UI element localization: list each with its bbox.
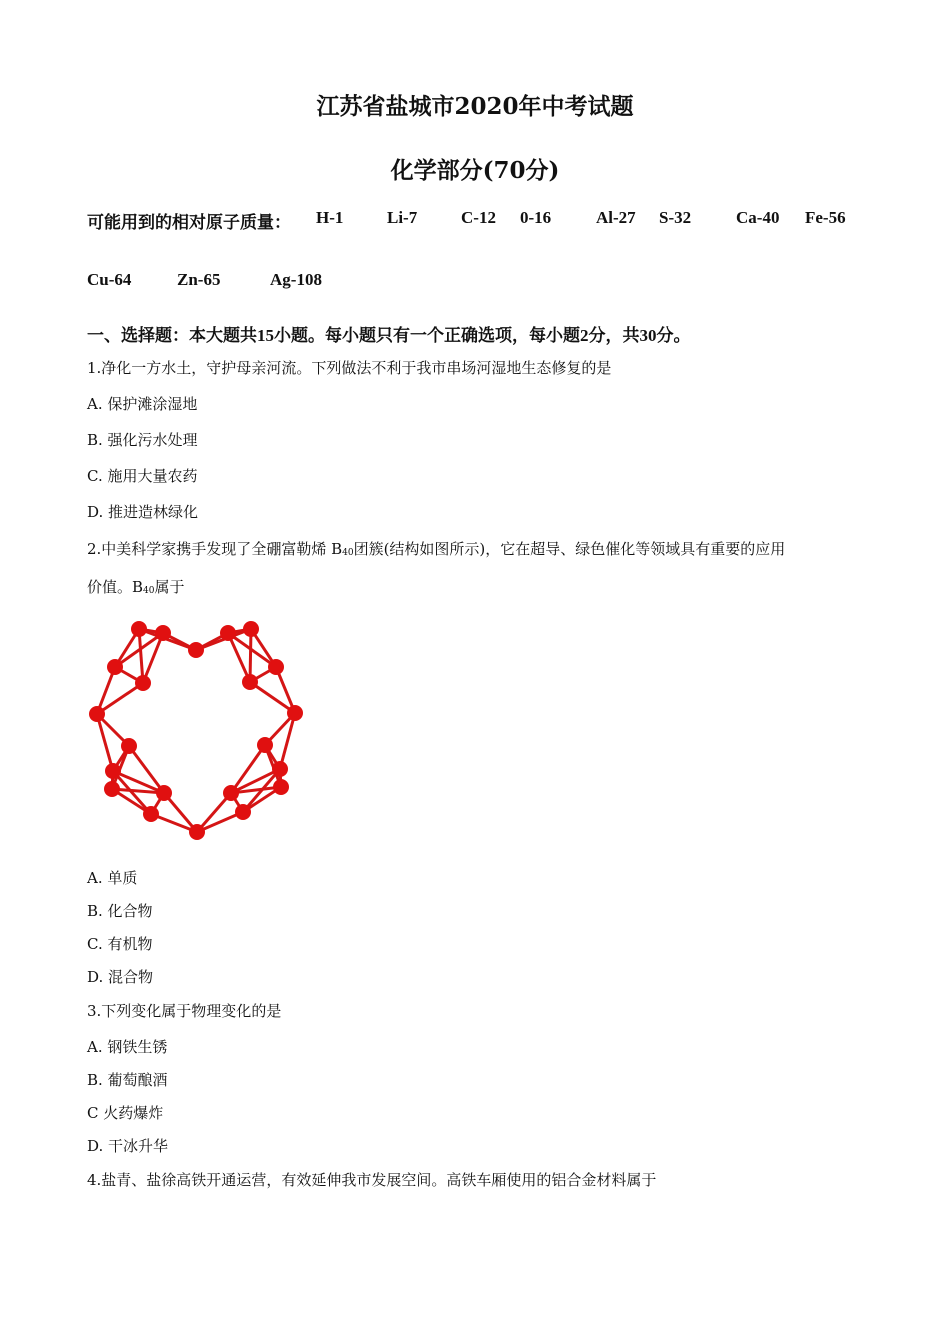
mass-li: Li-7 (387, 208, 418, 227)
section-heading: 一、选择题：本大题共15小题。每小题只有一个正确选项，每小题2分，共30分。 (87, 326, 691, 345)
boron-atom (155, 625, 171, 641)
mass-cu: Cu-64 (87, 270, 132, 289)
q2-stem-line2 (87, 576, 185, 597)
q2-option-b: B. 化合物 (87, 902, 153, 920)
boron-atom (220, 625, 236, 641)
boron-atom (131, 621, 147, 637)
boron-atom (242, 674, 258, 690)
boron-atom (273, 779, 289, 795)
bond (139, 629, 143, 683)
q2-option-d: D. 混合物 (87, 968, 154, 986)
boron-atom (272, 761, 288, 777)
mass-h: H-1 (316, 208, 344, 227)
subscript: 40 (143, 586, 155, 596)
boron-atom (104, 781, 120, 797)
q2-option-a: A. 单质 (87, 869, 138, 887)
mass-al: Al-27 (596, 208, 636, 227)
mass-ca: Ca-40 (736, 208, 780, 227)
boron-atom (107, 659, 123, 675)
masses-label: 可能用到的相对原子质量： (87, 213, 291, 232)
boron-atom (235, 804, 251, 820)
q1-stem: 1.净化一方水土，守护母亲河流。下列做法不利于我市串场河湿地生态修复的是 (87, 359, 612, 377)
q1-option-d: D. 推进造林绿化 (87, 503, 199, 521)
q1-option-a: A. 保护滩涂湿地 (87, 395, 198, 413)
boron-atom (189, 824, 205, 840)
q3-option-c: C 火药爆炸 (87, 1104, 164, 1122)
q3-option-a: A. 钢铁生锈 (87, 1038, 168, 1056)
page-subtitle: 化学部分(70分) (390, 157, 560, 184)
boron-atom (268, 659, 284, 675)
subscript: 40 (342, 548, 354, 558)
b40-molecule-figure (86, 612, 311, 852)
boron-atom (105, 763, 121, 779)
boron-atom (188, 642, 204, 658)
mass-c: C-12 (461, 208, 496, 227)
boron-atom (287, 705, 303, 721)
q1-option-b: B. 强化污水处理 (87, 431, 198, 449)
q3-option-b: B. 葡萄酿酒 (87, 1071, 168, 1089)
q2-option-c: C. 有机物 (87, 935, 153, 953)
q2-stem-line1 (87, 538, 785, 559)
q2-stem-d: 属于 (154, 578, 185, 596)
boron-atom (243, 621, 259, 637)
q2-stem-a: 2.中美科学家携手发现了全硼富勒烯 B (87, 540, 343, 558)
boron-atom (143, 806, 159, 822)
q1-option-c: C. 施用大量农药 (87, 467, 198, 485)
mass-s: S-32 (659, 208, 692, 227)
boron-atom (121, 738, 137, 754)
boron-atom (257, 737, 273, 753)
q3-option-d: D. 干冰升华 (87, 1137, 169, 1155)
q3-stem: 3.下列变化属于物理变化的是 (87, 1002, 282, 1020)
boron-atom (223, 785, 239, 801)
q2-stem-b: 团簇(结构如图所示)，它在超导、绿色催化等领域具有重要的应用 (353, 540, 786, 558)
boron-atom (89, 706, 105, 722)
q2-stem-c: 价值。B (87, 578, 144, 596)
page-title: 江苏省盐城市2020年中考试题 (316, 93, 634, 120)
mass-fe: Fe-56 (805, 208, 846, 227)
mass-o: 0-16 (520, 208, 552, 227)
mass-zn: Zn-65 (177, 270, 221, 289)
boron-atom (156, 785, 172, 801)
boron-atom (135, 675, 151, 691)
q4-stem: 4.盐青、盐徐高铁开通运营，有效延伸我市发展空间。高铁车厢使用的铝合金材料属于 (87, 1171, 657, 1189)
mass-ag: Ag-108 (270, 270, 322, 289)
